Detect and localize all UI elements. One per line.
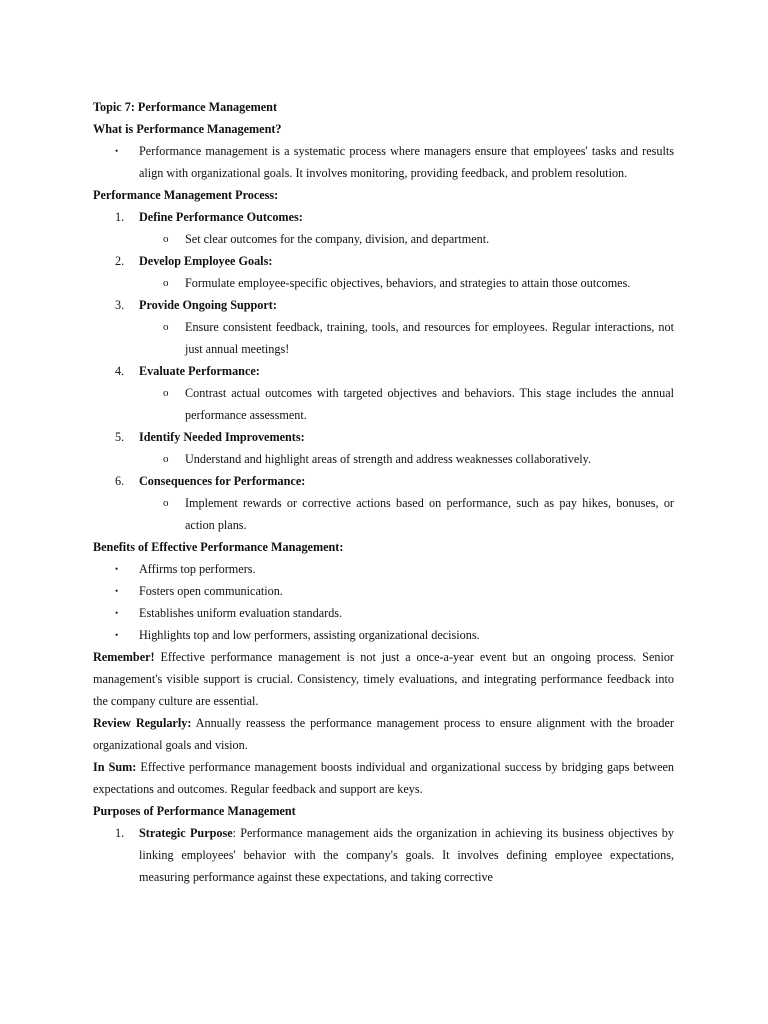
list-item [93, 492, 674, 536]
document-page [93, 96, 674, 888]
bullet-marker: • [115, 608, 119, 618]
in-sum-label: In Sum: [93, 760, 137, 774]
bullet-marker: • [115, 146, 119, 156]
bullet-marker: • [115, 586, 119, 596]
sub-bullet-marker: o [163, 321, 169, 333]
step-number: 4. [115, 364, 125, 378]
step-detail: Set clear outcomes for the company, division, and department. [185, 232, 490, 246]
step-detail: Formulate employee-specific objectives, behaviors, and strategies to attain those outcomes. [185, 276, 631, 290]
list-item [93, 426, 674, 448]
list-item [93, 272, 674, 294]
purpose-label: Strategic Purpose [139, 826, 233, 840]
sub-bullet-marker: o [163, 497, 169, 509]
step-title: Identify Needed Improvements: [139, 430, 305, 444]
list-item [93, 360, 674, 382]
step-detail: Implement rewards or corrective actions based on performance, such as pay hikes, bonuses, or action plans. [185, 496, 674, 532]
step-number: 6. [115, 474, 125, 488]
remember-text: Effective performance management is not just a once-a-year event but an ongoing process. Senior management's visible support is crucial. Consistency, timely evaluations, and integrating performance feedback into the company culture are essential. [93, 650, 674, 708]
section-heading-process: Performance Management Process: [93, 188, 279, 202]
purpose-number: 1. [115, 826, 125, 840]
step-title: Consequences for Performance: [139, 474, 306, 488]
list-item [93, 316, 674, 360]
purpose-text: : Performance management aids the organization in achieving its business objectives by linking employees' behavior with the company's goals. It involves defining employee expectations, measuring performance against these expectations, and taking corrective [139, 826, 674, 884]
step-detail: Contrast actual outcomes with targeted objectives and behaviors. This stage includes the annual performance assessment. [185, 386, 674, 422]
list-item [93, 558, 674, 580]
benefit-text: Establishes uniform evaluation standards. [139, 606, 343, 620]
remember-paragraph [93, 646, 674, 712]
sub-bullet-marker: o [163, 233, 169, 245]
step-number: 5. [115, 430, 125, 444]
step-title: Provide Ongoing Support: [139, 298, 277, 312]
document-title: Topic 7: Performance Management [93, 100, 278, 114]
purpose-paragraph [139, 822, 674, 888]
list-item [93, 206, 674, 228]
list-item [93, 294, 674, 316]
bullet-marker: • [115, 630, 119, 640]
benefits-list [93, 558, 674, 646]
list-item [93, 250, 674, 272]
step-number: 1. [115, 210, 125, 224]
step-title: Evaluate Performance: [139, 364, 260, 378]
list-item [93, 822, 674, 888]
sub-bullet-marker: o [163, 277, 169, 289]
review-label: Review Regularly: [93, 716, 192, 730]
remember-label: Remember! [93, 650, 155, 664]
list-item [93, 580, 674, 602]
benefit-text: Highlights top and low performers, assisting organizational decisions. [139, 628, 480, 642]
section-heading-what: What is Performance Management? [93, 122, 282, 136]
benefit-text: Fosters open communication. [139, 584, 283, 598]
process-steps-list [93, 206, 674, 536]
list-item [93, 624, 674, 646]
list-item [93, 140, 674, 184]
step-number: 2. [115, 254, 125, 268]
step-number: 3. [115, 298, 125, 312]
in-sum-paragraph [93, 756, 674, 800]
list-item [93, 382, 674, 426]
benefit-text: Affirms top performers. [139, 562, 256, 576]
step-title: Develop Employee Goals: [139, 254, 273, 268]
sub-bullet-marker: o [163, 387, 169, 399]
review-text: Annually reassess the performance management process to ensure alignment with the broader organizational goals and vision. [93, 716, 674, 752]
sub-bullet-marker: o [163, 453, 169, 465]
review-paragraph [93, 712, 674, 756]
definition-text: Performance management is a systematic process where managers ensure that employees' tasks and results align with organizational goals. It involves monitoring, providing feedback, and problem resolution. [139, 144, 674, 180]
step-title: Define Performance Outcomes: [139, 210, 303, 224]
list-item [93, 470, 674, 492]
step-detail: Ensure consistent feedback, training, tools, and resources for employees. Regular interactions, not just annual meetings! [185, 320, 674, 356]
in-sum-text: Effective performance management boosts individual and organizational success by bridging gaps between expectations and outcomes. Regular feedback and support are keys. [93, 760, 674, 796]
list-item [93, 448, 674, 470]
step-detail: Understand and highlight areas of strength and address weaknesses collaboratively. [185, 452, 592, 466]
list-item [93, 228, 674, 250]
bullet-marker: • [115, 564, 119, 574]
list-item [93, 602, 674, 624]
section-heading-benefits: Benefits of Effective Performance Management: [93, 540, 344, 554]
section-heading-purposes: Purposes of Performance Management [93, 804, 296, 818]
